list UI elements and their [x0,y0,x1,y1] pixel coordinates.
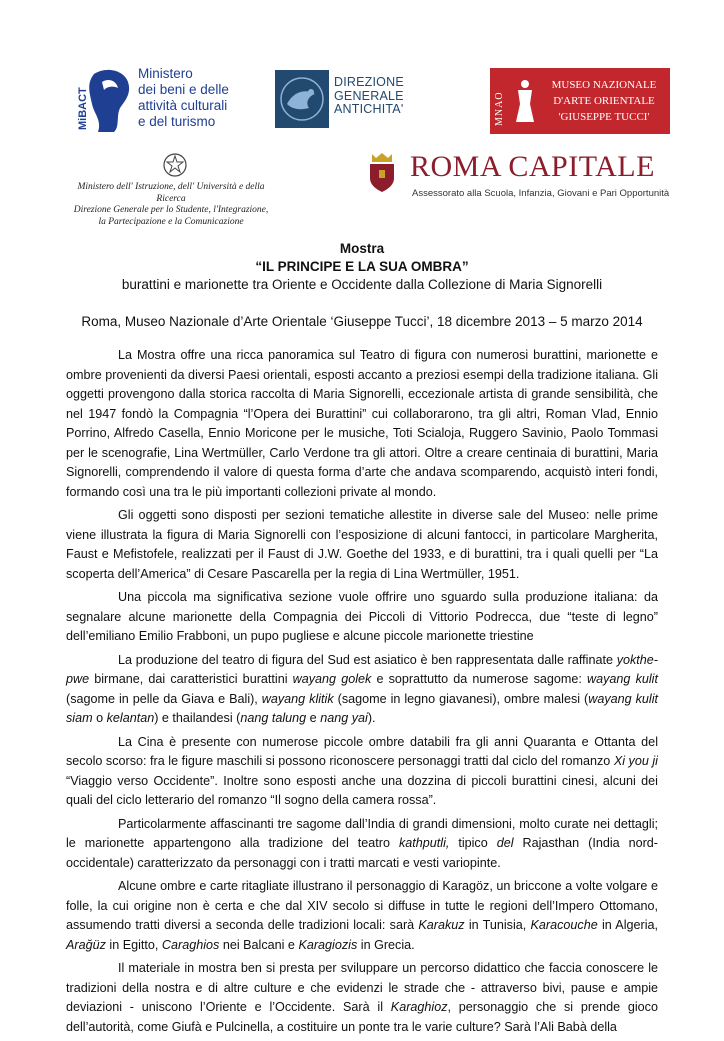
dga-seal-icon [275,70,329,128]
text-run: Particolarmente affascinanti tre sagome dall’India di grandi dimensioni, molto curate nei dettagli; le marionette appartengono alla tradizione del teatro [66,816,658,850]
mibact-logo [77,62,260,142]
italic-term: Arağüz [66,937,106,952]
exhibition-subtitle: burattini e marionette tra Oriente e Occidente dalla Collezione di Maria Signorelli [121,277,603,292]
roma-shield-icon [368,152,396,192]
italic-term: Karagiozis [298,937,358,952]
paragraph [66,733,658,811]
miur-line: Ministero dell' Istruzione, dell' Università e della Ricerca [77,182,265,204]
mnao-figure-icon [514,78,536,124]
italic-term: Karaghioz [390,1000,448,1014]
italic-term: wayang golek [292,672,372,686]
text-run: Alcune ombre e carte ritagliate illustrano il personaggio di Karagöz, un briccone a volte volgare e folle, la cui origine non è certa e che dal XIV secolo si diffuse in tutte le regioni dell’Impero Ottomano, assumendo tratti diversi a seconda delle tradizioni locali: sarà [66,879,658,932]
text-run: e [306,711,321,725]
text-run: tipico [449,836,497,850]
dga-logo [275,70,415,130]
mibact-vertical-label: MiBACT [77,87,89,130]
exhibition-title: “IL PRINCIPE E LA SUA OMBRA” [255,259,469,274]
mibact-emblem-icon [77,64,134,136]
dga-line: ANTICHITA' [334,102,404,116]
mibact-line: dei beni e delle [138,82,229,97]
text-run: ). [367,711,376,725]
text-run: in Egitto, [105,937,162,952]
body-text [66,346,658,1041]
italic-term: Karakuz [418,918,465,932]
mnao-line: 'GIUSEPPE TUCCI' [558,111,650,123]
italic-term: wayang kulit [587,672,658,686]
roma-capitale-subtitle: Assessorato alla Scuola, Infanzia, Giovani e Pari Opportunità [412,188,670,199]
mnao-line: D'ARTE ORIENTALE [553,95,655,107]
miur-line: Direzione Generale per lo Studente, l'Integrazione, [73,205,269,215]
mnao-name [540,77,668,125]
paragraph: Una piccola ma significativa sezione vuole offrire uno sguardo sulla produzione italiana: da segnalare alcune marionette della Compagnia dei Piccoli di Vittorio Podrecca, due “teste di legno” dell’emiliano Emilio Frabboni, un pupo pugliese e alcune piccole marionette triestine [66,590,658,643]
text-run: ) e thailandesi ( [154,711,241,725]
paragraph [66,815,658,874]
mnao-logo [490,68,670,134]
roma-capitale-logo [368,152,668,208]
text-run: birmane, dai caratteristici burattini [89,672,293,686]
text-run: La produzione del teatro di figura del Sud est asiatico è ben rappresentata dalle raffinate [118,652,617,667]
paragraph: Gli oggetti sono disposti per sezioni tematiche allestite in diverse sale del Museo: nelle prime viene illustrata la figura di Maria Signorelli con l’esposizione di alcuni fantocci, in particolare Margherita, Faust e Mefistofele, realizzati per il Faust di J.W. Goethe del 1933, e di burattini, tra i quali quelli per “La scoperta dell’America” di Cesare Pascarella per la regia di Lina Wertmüller, 1951. [66,508,658,581]
paragraph: La Mostra offre una ricca panoramica sul Teatro di figura con numerosi burattini, marionette e ombre provenienti da diversi Paesi orientali, esposti accanto a preziosi esempi della tradizione italiana. Gli oggetti provengono dalla storica raccolta di Maria Signorelli, eccezionale artista di grande sensibilità, che nel 1947 fondò la Compagnia “l’Opera dei Burattini” cui collaborarono, tra gli altri, Roman Vlad, Ennio Porrino, Alfredo Casella, Ennio Moricone per le musiche, Toti Scialoja, Ruggero Savinio, Paolo Tommasi per le scenografie, Lina Wertmüller, Carlo Verdone tra gli attori. Oltre a creare centinaia di burattini, Maria Signorelli, comprendendo il valore di questa forma d’arte che andava scomparendo, acquistò interi fondi, formando così una tra le più importanti collezioni private al mondo. [66,348,658,499]
mibact-line: Ministero [138,66,193,81]
text-run: (sagome in pelle da Giava e Bali), [66,691,262,706]
text-run: “Viaggio verso Occidente”. Inoltre sono esposti anche una dozzina di piccoli burattini cinesi, alcuni dei quali del ciclo letterario del romanzo “Il sogno della camera rossa”. [66,773,658,807]
paragraph [66,959,658,1037]
text-run: in Grecia. [357,937,415,952]
paragraph [66,877,658,955]
text-run: (sagome in legno giavanesi), ombre malesi ( [333,691,589,706]
text-run: in Tunisia, [464,918,531,932]
italic-term: Caraghios [161,937,220,952]
mibact-line: attività culturali [138,98,228,113]
miur-line: la Partecipazione e la Comunicazione [98,216,244,227]
mnao-vertical-label: MNAO [494,91,505,126]
dga-name [334,76,404,117]
italic-term: Xi you ji [613,754,658,768]
italic-term: nang yai [320,711,368,725]
text-run: Rajasthan (India nord-occidentale) caratterizzato da personaggi con i tratti marcati e vesti variopinte. [66,836,659,870]
text-run: nei Balcani e [219,937,299,952]
mibact-name [138,66,229,130]
italic-term: kelantan [106,711,155,725]
italic-term: nang talung [240,711,307,725]
text-run: o [92,711,107,725]
italic-term: Karacouche [530,918,598,932]
paragraph [66,651,658,729]
text-run: Il materiale in mostra ben si presta per sviluppare un percorso didattico che faccia conoscere le tradizioni della nostra e di altre culture e che evidenzi le strade che - attraverso bivi, pause e ampie deviazioni - uniscono l’Oriente e l’Occidente. Sarà il [66,961,658,1014]
dga-line: DIREZIONE [334,75,404,89]
roma-capitale-name: ROMA CAPITALE [410,150,655,183]
italic-term: wayang klitik [261,691,334,706]
italic-term: yokthe-pwe [66,652,658,686]
italic-term: del [496,836,514,850]
exhibition-kind: Mostra [339,241,385,256]
text-run: La Cina è presente con numerose piccole ombre databili fra gli anni Quaranta e Ottanta del secolo scorso: fra le figure maschili si possono riconoscere personaggi tratti dal ciclo del romanzo [66,734,658,768]
italic-term: wayang kulit siam [66,691,658,725]
text-run: , personaggio che si prende gioco dell’autorità, come Giufà e Pulcinella, a costituire un ponte tra le varie culture? Sarà l’Ali Babà della [66,1000,658,1034]
exhibition-venue-dates: Roma, Museo Nazionale d’Arte Orientale ‘Giuseppe Tucci’, 18 dicembre 2013 – 5 marzo 2014 [81,314,643,329]
italic-term: kathputli, [398,836,450,850]
miur-name [66,182,276,228]
dga-line: GENERALE [334,88,404,103]
mibact-line: e del turismo [138,114,216,129]
italian-emblem-icon [162,152,188,178]
miur-logo [66,152,276,227]
text-run: e soprattutto da numerose sagome: [371,672,588,686]
text-run: in Algeria, [597,918,659,932]
mnao-line: MUSEO NAZIONALE [551,79,657,91]
